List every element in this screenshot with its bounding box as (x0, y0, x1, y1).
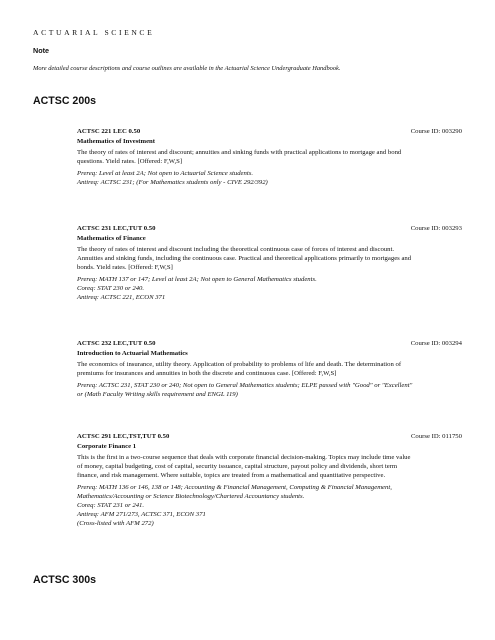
course-code: ACTSC 221 LEC 0.50 (77, 128, 141, 135)
course-code: ACTSC 231 LEC,TUT 0.50 (77, 225, 156, 232)
course-entry (77, 224, 462, 302)
requisite-line: Antireq: AFM 271/273, ACTSC 371, ECON 371 (77, 511, 206, 518)
course-description (77, 245, 462, 272)
course-header (77, 432, 462, 442)
description-line: finance, and risk management. Where suitable, topics are treated from a mathematical and quantitative perspective. (77, 472, 386, 479)
description-line: This is the first in a two-course sequence that deals with corporate financial decision-making. Topics may include time value (77, 454, 411, 461)
requisite-line: or (Math Faculty Writing skills requirement and ENGL 119) (77, 391, 238, 398)
note-text: More detailed course descriptions and course outlines are available in the Actuarial Science Undergraduate Handbook. (33, 65, 341, 72)
note-label: Note (33, 46, 49, 55)
section-heading-200s: ACTSC 200s (33, 95, 96, 107)
description-line: The economics of insurance, utility theory. Application of probability to problems of life and death. The determination of (77, 361, 402, 368)
course-title: Corporate Finance 1 (77, 443, 137, 450)
course-id: Course ID: 011750 (410, 433, 462, 440)
course-title: Mathematics of Finance (77, 235, 146, 242)
description-line: of money, capital budgeting, cost of capital, security issuance, capital structure, payout policy and dividends, short term (77, 463, 398, 470)
course-requisites (77, 483, 462, 528)
description-line: The theory of rates of interest and discount including the theoretical continuous case of forces of interest and discount. (77, 246, 394, 253)
requisite-line: Mathematics/Accounting or Science Biotechnology/Chartered Accountancy students. (77, 493, 305, 500)
requisite-line: Prereq: Level at least 2A; Not open to Actuarial Science students. (77, 170, 254, 177)
requisite-line: Antireq: ACTSC 221, ECON 371 (77, 294, 166, 301)
requisite-line: (Cross-listed with AFM 272) (77, 520, 154, 527)
description-line: bonds. Yield rates. [Offered: F,W,S] (77, 264, 173, 271)
requisite-line: Coreq: STAT 230 or 240. (77, 285, 145, 292)
course-code: ACTSC 291 LEC,TST,TUT 0.50 (77, 433, 170, 440)
course-title: Introduction to Actuarial Mathematics (77, 350, 188, 357)
page-header: ACTUARIAL SCIENCE (33, 28, 155, 37)
course-entry (77, 432, 462, 528)
course-entry (77, 339, 462, 399)
course-requisites (77, 381, 462, 399)
description-line: The theory of rates of interest and discount; annuities and sinking funds with practical applications to mortgage and bond (77, 149, 402, 156)
course-header (77, 339, 462, 349)
course-header (77, 127, 462, 137)
requisite-line: Prereq: ACTSC 231, STAT 230 or 240; Not open to General Mathematics students; ELPE passed with "Good" or "Excellent" (77, 382, 413, 389)
course-description (77, 360, 462, 378)
course-requisites (77, 169, 462, 187)
course-requisites (77, 275, 462, 302)
requisite-line: Coreq: STAT 231 or 241. (77, 502, 145, 509)
section-heading-300s: ACTSC 300s (33, 574, 96, 586)
course-header (77, 224, 462, 234)
description-line: Annuities and sinking funds, including the continuous case. Practical and theoretical applications primarily to mortgages and (77, 255, 412, 262)
course-title: Mathematics of Investment (77, 138, 156, 145)
course-id: Course ID: 003293 (410, 225, 462, 232)
course-description (77, 453, 462, 480)
course-id: Course ID: 003290 (410, 128, 462, 135)
description-line: questions. Yield rates. [Offered: F,W,S] (77, 158, 183, 165)
course-entry (77, 127, 462, 187)
course-code: ACTSC 232 LEC,TUT 0.50 (77, 340, 156, 347)
description-line: premiums for insurances and annuities in both the discrete and continuous case. [Offered: F,W,S] (77, 370, 337, 377)
requisite-line: Prereq: MATH 136 or 146, 138 or 148; Accounting & Financial Management, Computing & Financial Management, (77, 484, 392, 491)
requisite-line: Antireq: ACTSC 231; (For Mathematics students only - CIVE 292/392) (77, 179, 268, 186)
course-description (77, 148, 462, 166)
course-id: Course ID: 003294 (410, 340, 462, 347)
requisite-line: Prereq: MATH 137 or 147; Level at least 2A; Not open to General Mathematics students. (77, 276, 317, 283)
